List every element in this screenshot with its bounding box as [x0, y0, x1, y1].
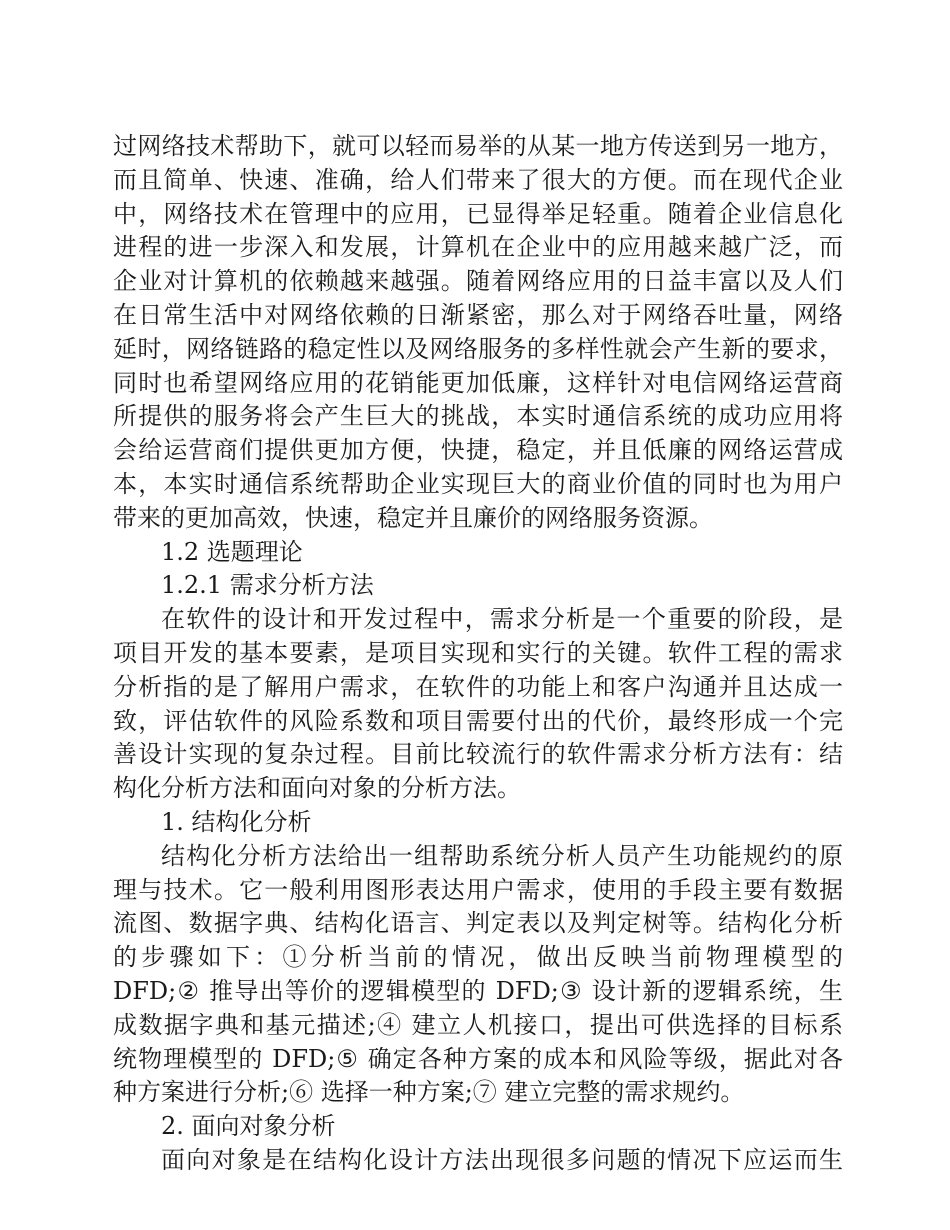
text-line: 分析指的是了解用户需求，在软件的功能上和客户沟通并且达成一 [113, 672, 843, 701]
text-line: 而且简单、快速、准确，给人们带来了很大的方便。而在现代企业 [113, 165, 843, 194]
text-line: 种方案进行分析;⑥ 选择一种方案;⑦ 建立完整的需求规约。 [113, 1078, 745, 1107]
text-line: 1.2 选题理论 [161, 537, 303, 566]
text-line: 致，评估软件的风险系数和项目需要付出的代价，最终形成一个完 [113, 706, 843, 735]
text-line: 在软件的设计和开发过程中，需求分析是一个重要的阶段，是 [161, 605, 843, 634]
text-line: 构化分析方法和面向对象的分析方法。 [113, 774, 521, 803]
text-line: 的步骤如下：①分析当前的情况，做出反映当前物理模型的 [113, 943, 843, 972]
text-line: DFD;② 推导出等价的逻辑模型的 DFD;③ 设计新的逻辑系统，生 [113, 976, 843, 1005]
text-line: 项目开发的基本要素，是项目实现和实行的关键。软件工程的需求 [113, 638, 843, 667]
text-line: 会给运营商们提供更加方便，快捷，稳定，并且低廉的网络运营成 [113, 436, 843, 465]
text-line: 结构化分析方法给出一组帮助系统分析人员产生功能规约的原 [161, 841, 843, 870]
text-line: 1.2.1 需求分析方法 [161, 571, 374, 600]
text-line: 2. 面向对象分析 [161, 1112, 336, 1141]
text-line: 所提供的服务将会产生巨大的挑战，本实时通信系统的成功应用将 [113, 402, 843, 431]
text-line: 善设计实现的复杂过程。目前比较流行的软件需求分析方法有：结 [113, 740, 843, 769]
text-line: 进程的进一步深入和发展，计算机在企业中的应用越来越广泛，而 [113, 233, 843, 262]
text-line: 企业对计算机的依赖越来越强。随着网络应用的日益丰富以及人们 [113, 267, 843, 296]
text-line: 过网络技术帮助下，就可以轻而易举的从某一地方传送到另一地方， [113, 132, 843, 160]
text-line: 流图、数据字典、结构化语言、判定表以及判定树等。结构化分析 [113, 909, 843, 938]
text-line: 成数据字典和基元描述;④ 建立人机接口，提出可供选择的目标系 [113, 1010, 843, 1039]
text-line: 面向对象是在结构化设计方法出现很多问题的情况下应运而生 [161, 1145, 843, 1174]
text-line: 带来的更加高效，快速，稳定并且廉价的网络服务资源。 [113, 503, 713, 532]
text-line: 延时，网络链路的稳定性以及网络服务的多样性就会产生新的要求， [113, 334, 843, 363]
text-line: 本，本实时通信系统帮助企业实现巨大的商业价值的同时也为用户 [113, 469, 843, 498]
text-line: 理与技术。它一般利用图形表达用户需求，使用的手段主要有数据 [113, 875, 843, 904]
text-line: 在日常生活中对网络依赖的日渐紧密，那么对于网络吞吐量，网络 [113, 300, 843, 329]
body-text [113, 130, 843, 1178]
text-line: 统物理模型的 DFD;⑤ 确定各种方案的成本和风险等级，据此对各 [113, 1044, 843, 1073]
text-line: 中，网络技术在管理中的应用，已显得举足轻重。随着企业信息化 [113, 199, 843, 228]
text-line: 同时也希望网络应用的花销能更加低廉，这样针对电信网络运营商 [113, 368, 843, 397]
text-line: 1. 结构化分析 [161, 807, 312, 836]
